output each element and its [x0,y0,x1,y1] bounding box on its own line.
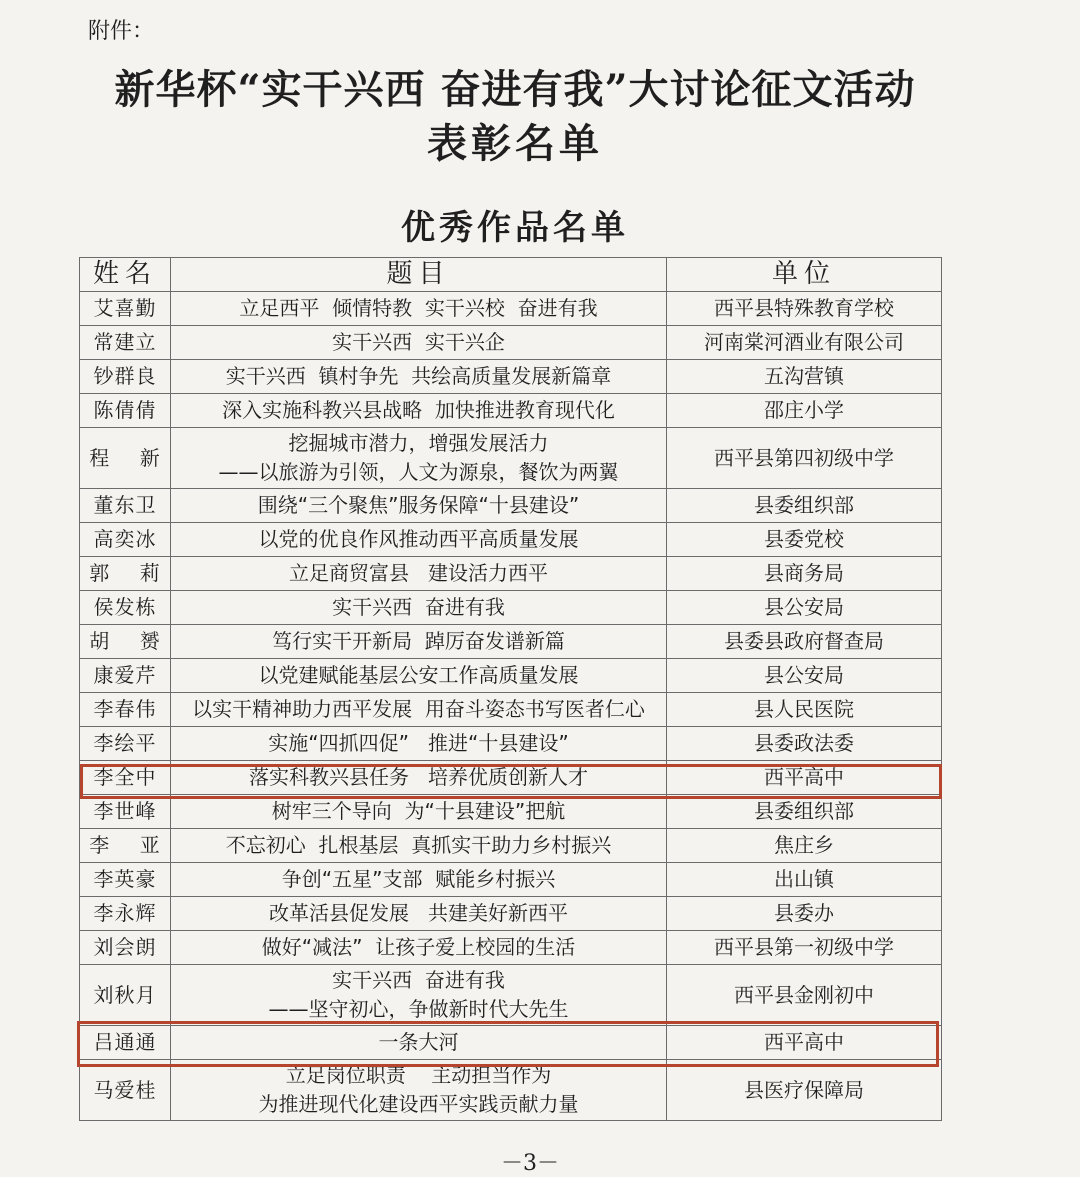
cell-title [171,292,667,326]
cell-name: 侯发栋 [80,591,171,625]
cell-title [171,761,667,795]
cell-title [171,1060,667,1121]
table-row [80,394,942,428]
cell-name: 程 新 [80,428,171,489]
title-line: ——坚守初心，争做新时代大先生 [268,997,569,1021]
document-title-line2: 表彰名单 [427,120,603,167]
cell-name: 刘秋月 [80,965,171,1026]
title-line: 实施“四抓四促” 推进“十县建设” [268,731,569,755]
cell-unit: 邵庄小学 [667,394,942,428]
cell-name: 马爱桂 [80,1060,171,1121]
cell-title [171,693,667,727]
cell-name: 艾喜勤 [80,292,171,326]
title-line: 做好“减法” 让孩子爱上校园的生活 [261,935,576,959]
cell-title [171,659,667,693]
cell-title [171,897,667,931]
table-row [80,591,942,625]
table-row [80,625,942,659]
page-number: －3－ [501,1151,559,1176]
cell-name: 高奕冰 [80,523,171,557]
cell-unit: 县委组织部 [667,489,942,523]
cell-unit: 焦庄乡 [667,829,942,863]
cell-name: 李 亚 [80,829,171,863]
table-row [80,557,942,591]
cell-unit: 县委政法委 [667,727,942,761]
table-row [80,292,942,326]
cell-unit: 河南棠河酒业有限公司 [667,326,942,360]
document-title: 新华杯“实干兴西 奋进有我”大讨论征文活动 [114,66,916,113]
table-row [80,965,942,1026]
cell-title [171,727,667,761]
cell-unit: 县委党校 [667,523,942,557]
cell-title [171,523,667,557]
title-line: 实干兴西 镇村争先 共绘高质量发展新篇章 [225,364,612,388]
cell-name: 康爱芹 [80,659,171,693]
table-row [80,863,942,897]
table-row [80,1060,942,1121]
cell-title [171,394,667,428]
table-row [80,489,942,523]
cell-name: 李全中 [80,761,171,795]
title-line: 挖掘城市潜力，增强发展活力 [288,431,549,455]
title-line: 争创“五星”支部 赋能乡村振兴 [281,867,556,891]
cell-title [171,931,667,965]
cell-title [171,557,667,591]
column-header-unit: 单位 [667,258,942,292]
award-table [79,257,942,1121]
column-header-title: 题目 [171,258,667,292]
cell-unit: 西平县金刚初中 [667,965,942,1026]
title-line: 实干兴西 实干兴企 [332,330,505,354]
title-line: 实干兴西 奋进有我 [332,968,505,992]
cell-name: 郭 莉 [80,557,171,591]
title-line: 一条大河 [378,1030,459,1054]
table-header-row [80,258,942,292]
table-row [80,428,942,489]
cell-name: 李世峰 [80,795,171,829]
cell-title [171,863,667,897]
attachment-label: 附件： [88,19,155,44]
title-line: 不忘初心 扎根基层 真抓实干助力乡村振兴 [225,833,612,857]
table-row [80,795,942,829]
cell-title [171,965,667,1026]
cell-unit: 出山镇 [667,863,942,897]
title-line: 立足西平 倾情特教 实干兴校 奋进有我 [239,296,598,320]
cell-name: 胡 赟 [80,625,171,659]
table-row [80,326,942,360]
table-row [80,360,942,394]
cell-unit: 西平县特殊教育学校 [667,292,942,326]
title-line: 以党的优良作风推动西平高质量发展 [258,527,579,551]
table-row [80,523,942,557]
table-row [80,761,942,795]
cell-name: 李春伟 [80,693,171,727]
cell-name: 李绘平 [80,727,171,761]
cell-unit: 县委县政府督查局 [667,625,942,659]
column-header-name: 姓名 [80,258,171,292]
cell-unit: 西平高中 [667,1026,942,1060]
title-line: 以实干精神助力西平发展 用奋斗姿态书写医者仁心 [192,697,645,721]
cell-unit: 五沟营镇 [667,360,942,394]
cell-title [171,428,667,489]
title-line: 树牢三个导向 为“十县建设”把航 [271,799,566,823]
cell-title [171,489,667,523]
title-line: 为推进现代化建设西平实践贡献力量 [258,1092,579,1116]
table-row [80,727,942,761]
cell-unit: 县人民医院 [667,693,942,727]
cell-name: 李英豪 [80,863,171,897]
cell-title [171,360,667,394]
list-subtitle: 优秀作品名单 [401,208,629,248]
cell-name: 董东卫 [80,489,171,523]
title-line: 笃行实干开新局 踔厉奋发谱新篇 [272,629,565,653]
cell-unit: 县商务局 [667,557,942,591]
cell-name: 李永辉 [80,897,171,931]
table-row [80,829,942,863]
table-row [80,693,942,727]
title-line: 围绕“三个聚焦”服务保障“十县建设” [257,493,580,517]
cell-name: 常建立 [80,326,171,360]
cell-title [171,795,667,829]
title-line: 深入实施科教兴县战略 加快推进教育现代化 [222,398,615,422]
table-row [80,897,942,931]
cell-unit: 县公安局 [667,591,942,625]
title-line: 以党建赋能基层公安工作高质量发展 [258,663,579,687]
cell-name: 吕通通 [80,1026,171,1060]
cell-name: 钞群良 [80,360,171,394]
table-row [80,1026,942,1060]
title-line: 改革活县促发展 共建美好新西平 [268,901,569,925]
cell-name: 刘会朗 [80,931,171,965]
cell-unit: 县公安局 [667,659,942,693]
cell-title [171,326,667,360]
title-line: 落实科教兴县任务 培养优质创新人才 [248,765,589,789]
title-line: 立足商贸富县 建设活力西平 [288,561,549,585]
title-line: ——以旅游为引领，人文为源泉，餐饮为两翼 [218,460,619,484]
cell-unit: 县医疗保障局 [667,1060,942,1121]
cell-unit: 西平高中 [667,761,942,795]
table-body [80,292,942,1121]
title-line: 实干兴西 奋进有我 [332,595,505,619]
cell-title [171,1026,667,1060]
cell-title [171,591,667,625]
table-row [80,659,942,693]
cell-title [171,829,667,863]
cell-unit: 县委办 [667,897,942,931]
cell-unit: 西平县第四初级中学 [667,428,942,489]
cell-unit: 西平县第一初级中学 [667,931,942,965]
cell-title [171,625,667,659]
cell-unit: 县委组织部 [667,795,942,829]
cell-name: 陈倩倩 [80,394,171,428]
table-row [80,931,942,965]
title-line: 立足岗位职责 主动担当作为 [285,1063,552,1087]
